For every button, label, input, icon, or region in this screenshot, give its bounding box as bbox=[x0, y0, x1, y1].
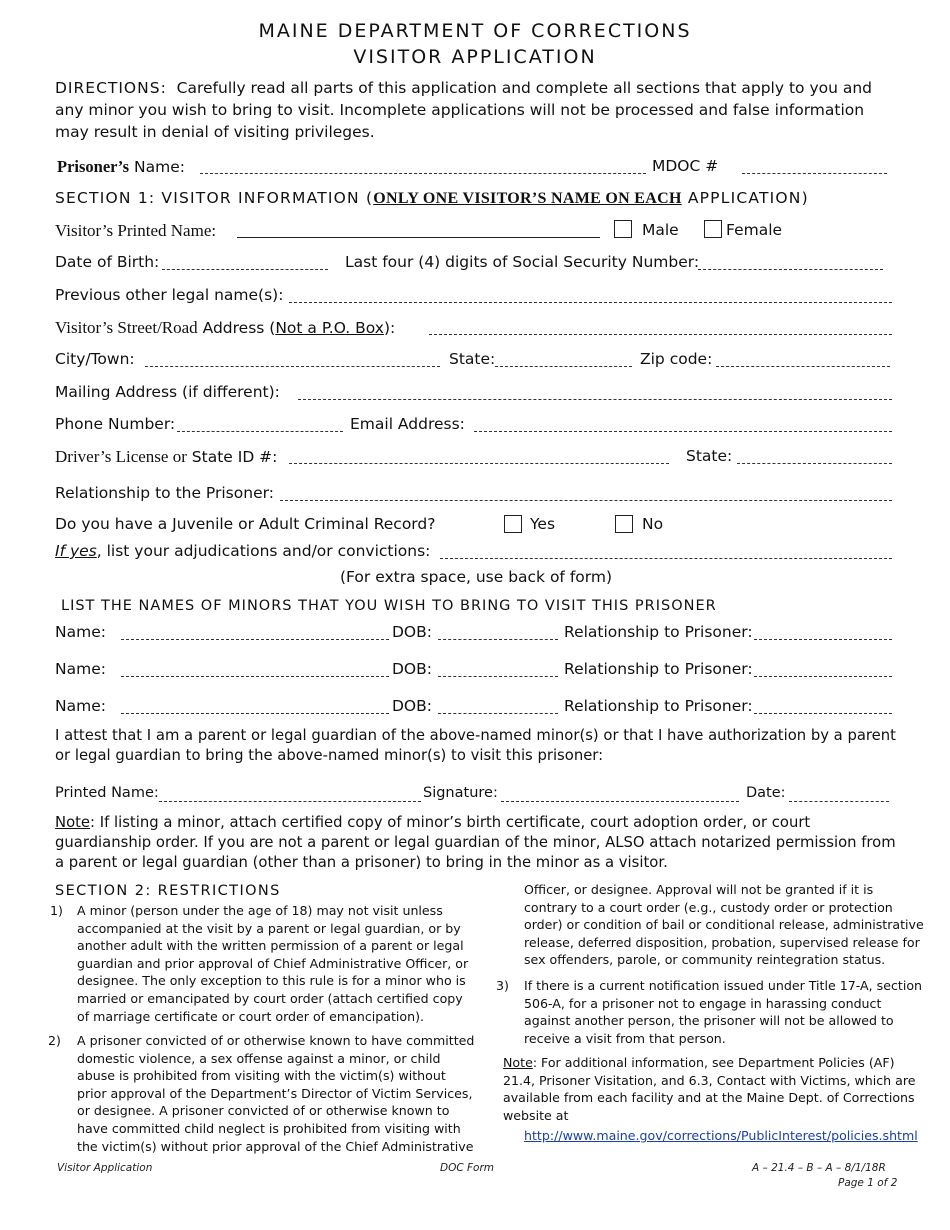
minor2-name-label: Name: bbox=[55, 660, 106, 678]
minor1-name-field[interactable] bbox=[121, 639, 389, 640]
prisoner-label-rest: Name: bbox=[129, 158, 185, 176]
attest-date-label: Date: bbox=[746, 785, 786, 801]
minor1-name-label: Name: bbox=[55, 623, 106, 641]
footer-form-code: A – 21.4 – B – A – 8/1/18R bbox=[752, 1162, 886, 1174]
minor3-dob-label: DOB: bbox=[392, 697, 432, 715]
prisoner-name-label bbox=[57, 157, 185, 177]
dl-state-label: State: bbox=[686, 447, 733, 465]
ssn-label: Last four (4) digits of Social Security Number: bbox=[345, 253, 700, 271]
ssn-field[interactable] bbox=[698, 269, 883, 270]
convictions-field[interactable] bbox=[440, 558, 892, 559]
minor2-name-field[interactable] bbox=[121, 676, 389, 677]
minor3-relationship-field[interactable] bbox=[754, 713, 892, 714]
attest-date-field[interactable] bbox=[789, 801, 889, 802]
policy-note-label: Note bbox=[503, 1055, 533, 1070]
minor2-relationship-label: Relationship to Prisoner: bbox=[564, 660, 753, 678]
section1-title bbox=[55, 189, 809, 208]
street-address-label-c: ): bbox=[383, 319, 396, 337]
phone-label: Phone Number: bbox=[55, 415, 176, 433]
restriction2-continued-text: Officer, or designee. Approval will not be granted if it is contrary to a court order (e.g., custody order or protection order) or condition of bail or conditional release, administrative release, deferred disposition, probation, supervised release for sex offenders, parole, or community reintegration status. bbox=[524, 882, 924, 968]
minor2-dob-field[interactable] bbox=[438, 676, 558, 677]
drivers-license-label-b: State ID #: bbox=[186, 448, 278, 466]
minor3-name-label: Name: bbox=[55, 697, 106, 715]
directions-text: Carefully read all parts of this application and complete all sections that apply to you and any minor you wish to bring to visit. Incomplete applications will not be processed and false information may result in denial of visiting privileges. bbox=[55, 79, 873, 141]
relationship-label: Relationship to the Prisoner: bbox=[55, 484, 274, 502]
dob-field[interactable] bbox=[162, 269, 328, 270]
policies-link[interactable]: http://www.maine.gov/corrections/PublicInterest/policies.shtml bbox=[524, 1128, 918, 1143]
attest-signature-field[interactable] bbox=[501, 801, 739, 802]
footer-left: Visitor Application bbox=[57, 1162, 153, 1174]
street-address-label-b: Address ( bbox=[197, 319, 276, 337]
drivers-license-field[interactable] bbox=[289, 463, 669, 464]
relationship-field[interactable] bbox=[280, 500, 892, 501]
prisoner-name-field[interactable] bbox=[200, 173, 646, 174]
male-label: Male bbox=[642, 221, 679, 239]
attest-printed-name-field[interactable] bbox=[159, 801, 421, 802]
male-checkbox[interactable] bbox=[614, 220, 632, 238]
visitor-printed-name-field[interactable] bbox=[237, 237, 600, 238]
street-address-label-a: Visitor’s Street/Road bbox=[55, 318, 198, 337]
record-no-checkbox[interactable] bbox=[615, 515, 633, 533]
state-label: State: bbox=[449, 350, 496, 368]
restriction3-text: If there is a current notification issued under Title 17-A, section 506-A, for a prisoner not to engage in harassing conduct against another person, the prisoner will not be allowed to receive a visit from that person. bbox=[524, 978, 923, 1046]
minor-note-label: Note bbox=[55, 814, 91, 831]
criminal-record-question: Do you have a Juvenile or Adult Criminal Record? bbox=[55, 515, 436, 533]
phone-field[interactable] bbox=[177, 431, 343, 432]
form-title: VISITOR APPLICATION bbox=[353, 46, 597, 68]
not-po-box-note: Not a P.O. Box bbox=[275, 319, 384, 337]
record-no-label: No bbox=[642, 515, 664, 533]
visitor-printed-name-label: Visitor’s Printed Name: bbox=[55, 221, 217, 240]
form-agency-title: MAINE DEPARTMENT OF CORRECTIONS bbox=[258, 20, 692, 42]
street-address-label bbox=[55, 318, 395, 338]
dl-state-field[interactable] bbox=[737, 463, 892, 464]
footer-page-number: Page 1 of 2 bbox=[838, 1177, 898, 1189]
minor3-relationship-label: Relationship to Prisoner: bbox=[564, 697, 753, 715]
email-field[interactable] bbox=[474, 431, 892, 432]
policies-link-wrap bbox=[524, 1127, 924, 1145]
previous-names-label: Previous other legal name(s): bbox=[55, 286, 284, 304]
prisoner-label-bold: Prisoner’s bbox=[57, 157, 130, 176]
if-yes-label: If yes bbox=[55, 542, 97, 560]
convictions-label-rest: , list your adjudications and/or convictions: bbox=[96, 542, 431, 560]
restriction2-text: A prisoner convicted of or otherwise known to have committed domestic violence, a sex offense against a minor, or child abuse is prohibited from visiting with the victim(s) without prior approval of the Department’s Director of Victim Services, or designee. A prisoner convicted of or otherwise known to have committed child neglect is prohibited from visiting with the victim(s) without prior approval of the Chief Administrative bbox=[77, 1033, 475, 1154]
record-yes-label: Yes bbox=[530, 515, 556, 533]
directions-label: DIRECTIONS: bbox=[55, 79, 167, 97]
policy-note bbox=[503, 1054, 923, 1124]
attest-signature-label: Signature: bbox=[423, 785, 498, 801]
minor-note-text: : If listing a minor, attach certified copy of minor’s birth certificate, court adoption order, or court guardianship order. If you are not a parent or legal guardian of the minor, ALSO attach notarized permission from a parent or legal guardian (other than a prisoner) to bring in the minor as a visitor. bbox=[55, 814, 896, 871]
street-address-field[interactable] bbox=[429, 334, 892, 335]
mdoc-number-field[interactable] bbox=[742, 173, 887, 174]
restriction1-number: 1) bbox=[50, 903, 63, 918]
convictions-label bbox=[55, 542, 430, 560]
drivers-license-label-a: Driver’s License or bbox=[55, 447, 187, 466]
section2-title: SECTION 2: RESTRICTIONS bbox=[55, 883, 281, 899]
state-field[interactable] bbox=[495, 366, 632, 367]
guardian-attestation: I attest that I am a parent or legal guardian of the above-named minor(s) or that I have authorization by a parent or legal guardian to bring the above-named minor(s) to visit this prisoner: bbox=[55, 727, 896, 764]
restriction2-number: 2) bbox=[48, 1033, 61, 1048]
record-yes-checkbox[interactable] bbox=[504, 515, 522, 533]
minor2-dob-label: DOB: bbox=[392, 660, 432, 678]
extra-space-note: (For extra space, use back of form) bbox=[340, 568, 613, 586]
previous-names-field[interactable] bbox=[289, 302, 892, 303]
minor2-relationship-field[interactable] bbox=[754, 676, 892, 677]
mdoc-label: MDOC # bbox=[652, 157, 719, 175]
city-label: City/Town: bbox=[55, 350, 135, 368]
attest-printed-name-label: Printed Name: bbox=[55, 785, 159, 801]
section1-title-start: SECTION 1: VISITOR INFORMATION ( bbox=[55, 189, 374, 207]
restriction3-number: 3) bbox=[496, 978, 509, 993]
section1-title-end: APPLICATION) bbox=[681, 189, 809, 207]
zip-label: Zip code: bbox=[640, 350, 713, 368]
dob-label: Date of Birth: bbox=[55, 253, 160, 271]
policy-note-text: : For additional information, see Department Policies (AF) 21.4, Prisoner Visitation, and 6.3, Contact with Victims, which are available from each facility and at the Maine Dept. of Corrections website at bbox=[503, 1055, 916, 1123]
minor1-dob-label: DOB: bbox=[392, 623, 432, 641]
minor1-relationship-label: Relationship to Prisoner: bbox=[564, 623, 753, 641]
female-label: Female bbox=[726, 221, 783, 239]
drivers-license-label bbox=[55, 447, 277, 467]
zip-field[interactable] bbox=[716, 366, 890, 367]
mailing-address-label: Mailing Address (if different): bbox=[55, 383, 280, 401]
mailing-address-field[interactable] bbox=[298, 399, 892, 400]
email-label: Email Address: bbox=[350, 415, 465, 433]
minor3-dob-field[interactable] bbox=[438, 713, 558, 714]
female-checkbox[interactable] bbox=[704, 220, 722, 238]
section1-title-emphasis: ONLY ONE VISITOR’S NAME ON EACH bbox=[373, 190, 682, 207]
directions-block bbox=[55, 77, 900, 143]
minor-documentation-note bbox=[55, 813, 905, 873]
footer-center: DOC Form bbox=[440, 1162, 495, 1174]
minor3-name-field[interactable] bbox=[121, 713, 389, 714]
city-field[interactable] bbox=[145, 366, 440, 367]
minors-section-title: LIST THE NAMES OF MINORS THAT YOU WISH TO BRING TO VISIT THIS PRISONER bbox=[61, 598, 717, 614]
minor1-dob-field[interactable] bbox=[438, 639, 558, 640]
minor1-relationship-field[interactable] bbox=[754, 639, 892, 640]
restriction1-text: A minor (person under the age of 18) may not visit unless accompanied at the visit by a parent or legal guardian, or by another adult with the written permission of a parent or legal guardian and prior approval of Chief Administrative Officer, or designee. The only exception to this rule is for a minor who is married or emancipated by court order (attach certified copy of marriage certificate or court order of emancipation). bbox=[77, 903, 469, 1024]
